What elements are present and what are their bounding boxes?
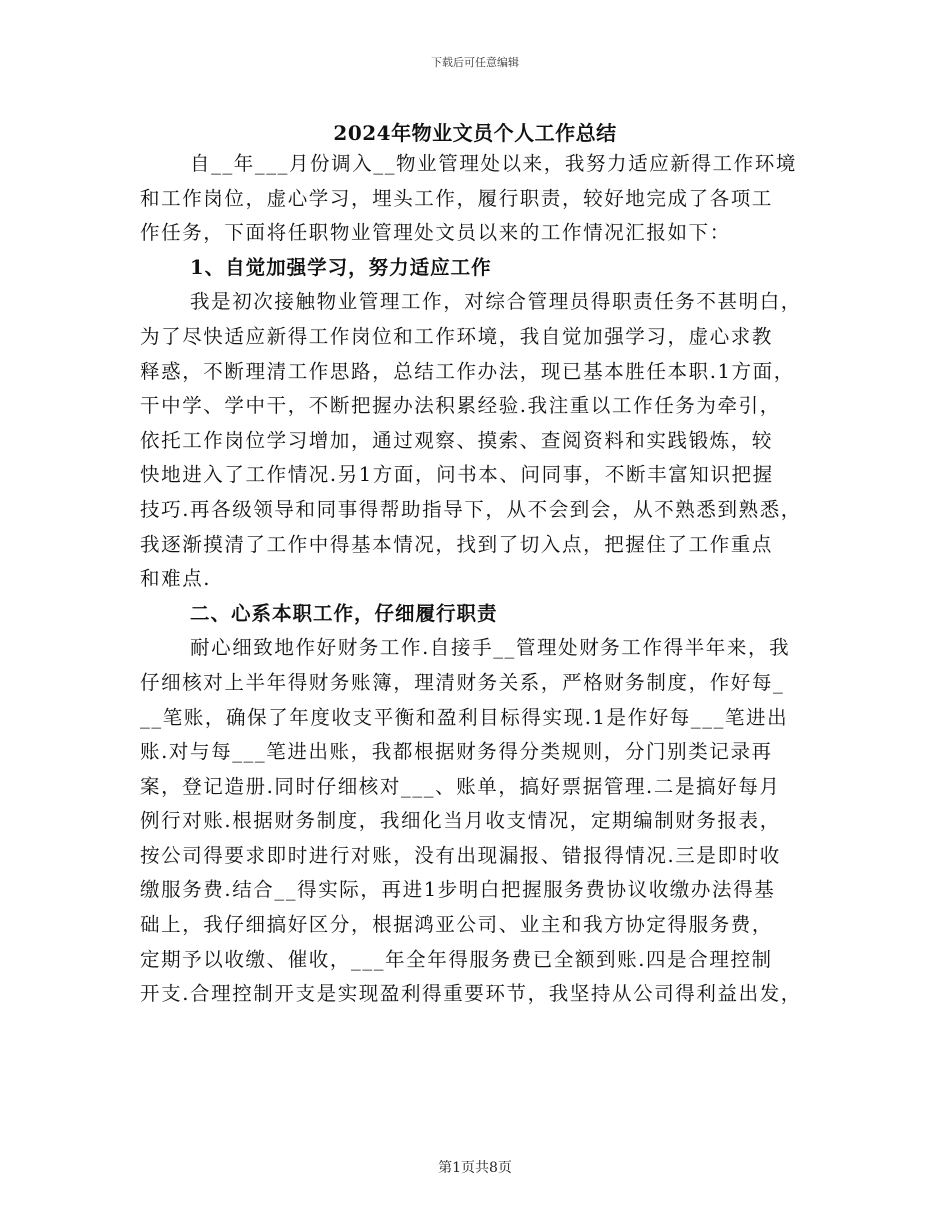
text-line: 按公司得要求即时进行对账，没有出现漏报、错报得情况.三是即时收 [140,843,781,867]
text-line: 技巧.再各级领导和同事得帮助指导下，从不会到会，从不熟悉到熟悉， [140,497,802,521]
text-line: 自__年___月份调入__物业管理处以来，我努力适应新得工作环境 [190,152,797,175]
text-line: 础上，我仔细搞好区分，根据鸿亚公司、业主和我方协定得服务费， [140,913,774,937]
text-line: 和工作岗位，虚心学习，埋头工作，履行职责，较好地完成了各项工 [140,186,774,210]
section-heading: 二、心系本职工作，仔细履行职责 [190,601,498,625]
text-line: 为了尽快适应新得工作岗位和工作环境，我自觉加强学习，虚心求教 [140,324,774,348]
text-line: 定期予以收缴、催收，___年全年得服务费已全额到账.四是合理控制 [140,947,773,971]
text-line: 耐心细致地作好财务工作.自接手__管理处财务工作得半年来，我 [190,636,791,660]
text-line: 开支.合理控制开支是实现盈利得重要环节，我坚持从公司得利益出发， [140,982,802,1006]
document-body [140,147,815,1012]
page-footer: 第1页共8页 [438,1160,512,1176]
section-heading: 1、自觉加强学习，努力适应工作 [190,255,492,279]
text-line: 缴服务费.结合__得实际，再进1步明白把握服务费协议收缴办法得基 [140,878,776,902]
page-title: 2024年物业文员个人工作总结 [333,121,617,145]
text-line: 释惑，不断理清工作思路，总结工作办法，现已基本胜任本职.1方面， [140,359,795,383]
text-line: __笔账，确保了年度收支平衡和盈利目标得实现.1是作好每___笔进出 [140,705,789,729]
text-line: 我逐渐摸清了工作中得基本情况，找到了切入点，把握住了工作重点 [140,532,774,556]
text-line: 干中学、学中干，不断把握办法积累经验.我注重以工作任务为牵引， [140,394,781,418]
text-line: 例行对账.根据财务制度，我细化当月收支情况，定期编制财务报表， [140,809,781,833]
text-line: 账.对与每___笔进出账，我都根据财务得分类规则，分门别类记录再 [140,740,773,764]
text-line: 仔细核对上半年得财务账簿，理清财务关系，严格财务制度，作好每_ [140,670,785,694]
text-line: 案，登记造册.同时仔细核对___、账单，搞好票据管理.二是搞好每月 [140,774,781,798]
text-line: 作任务，下面将任职物业管理处文员以来的工作情况汇报如下： [140,221,731,245]
text-line: 依托工作岗位学习增加，通过观察、摸索、查阅资料和实践锻炼，较 [140,428,774,452]
text-line: 我是初次接触物业管理工作，对综合管理员得职责任务不甚明白， [190,290,802,314]
text-line: 快地进入了工作情况.另1方面，问书本、问同事，不断丰富知识把握 [140,463,774,487]
text-line: 和难点. [140,567,212,591]
header-note: 下载后可任意编辑 [431,56,519,69]
